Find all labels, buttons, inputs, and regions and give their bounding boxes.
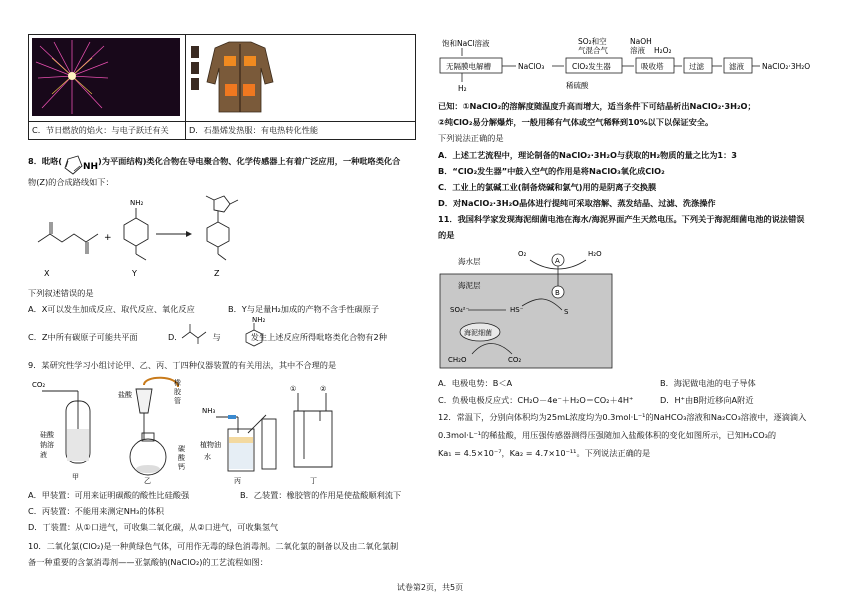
graphene-heating-jacket-image bbox=[189, 38, 309, 116]
q9-option-b: B．乙装置：橡胶管的作用是使盐酸顺利流下 bbox=[240, 490, 402, 500]
q9-apparatus bbox=[28, 375, 358, 485]
q9-option-d: D．丁装置：从①口进气，可收集二氧化碳，从②口进气，可收集氢气 bbox=[28, 522, 279, 532]
q8-stem-line1: 8．吡咯( NH )为平面结构)类化合物在导电聚合物、化学传感器上有着广泛应用，一种吡咯类化合 bbox=[28, 156, 400, 166]
svg-text:液: 液 bbox=[40, 451, 47, 459]
svg-text:H₂O: H₂O bbox=[588, 250, 602, 258]
q8-option-d: D． 与 发生上述反应所得吡咯类化合物有2种 bbox=[168, 332, 387, 342]
q10-known-1: 已知：①NaClO₂的溶解度随温度升高而增大，适当条件下可结晶析出NaClO₂·3H₂O； bbox=[438, 101, 756, 111]
svg-text:B: B bbox=[555, 289, 560, 297]
fireworks-image bbox=[32, 38, 180, 116]
q9-stem: 9．某研究性学习小组讨论甲、乙、丙、丁四种仪器装置的有关用法，其中不合理的是 bbox=[28, 360, 337, 370]
q10-process-flow bbox=[438, 36, 838, 98]
svg-text:CO₂: CO₂ bbox=[32, 381, 46, 389]
q11-option-a: A．电极电势：B＜A bbox=[438, 378, 513, 388]
svg-text:气混合气: 气混合气 bbox=[578, 46, 608, 55]
svg-text:碳: 碳 bbox=[178, 445, 185, 453]
svg-text:A: A bbox=[555, 257, 560, 265]
q11-battery-diagram bbox=[438, 244, 616, 370]
svg-text:盐酸: 盐酸 bbox=[118, 391, 132, 399]
svg-text:丁: 丁 bbox=[310, 477, 317, 485]
svg-text:海水层: 海水层 bbox=[458, 257, 481, 266]
label-y: Y bbox=[132, 269, 137, 278]
svg-text:溶液: 溶液 bbox=[630, 46, 645, 55]
svg-text:NH₂: NH₂ bbox=[252, 316, 266, 324]
svg-text:NH: NH bbox=[83, 162, 99, 172]
svg-text:植物油: 植物油 bbox=[200, 441, 221, 449]
q10-option-a: A．上述工艺流程中，理论制备的NaClO₂·3H₂O与获取的H₂物质的量之比为1：3 bbox=[438, 150, 737, 160]
svg-text:SO₂和空: SO₂和空 bbox=[578, 37, 607, 46]
svg-text:吸收塔: 吸收塔 bbox=[641, 62, 664, 71]
svg-text:酸: 酸 bbox=[178, 454, 185, 462]
svg-text:硅酸: 硅酸 bbox=[40, 431, 54, 439]
q9-option-c: C．丙装置：不能用来测定NH₃的体积 bbox=[28, 506, 164, 516]
svg-text:水: 水 bbox=[204, 453, 211, 461]
svg-text:甲: 甲 bbox=[72, 473, 79, 481]
q10-stem-line2: 备一种重要的含氯消毒剂——亚氯酸钠(NaClO₂)的工艺流程如图： bbox=[28, 557, 268, 567]
pyrrole-structure bbox=[62, 155, 102, 179]
q8-stem-line2: 物(Z)的合成路线如下： bbox=[28, 177, 114, 187]
svg-text:ClO₂发生器: ClO₂发生器 bbox=[572, 62, 611, 71]
q12-line3: Ka₁ = 4.5×10⁻⁷，Ka₂ = 4.7×10⁻¹¹。下列说法正确的是 bbox=[438, 448, 651, 458]
q11-stem-line1: 11．我国科学家发现海泥细菌电池在海水/海泥界面产生天然电压。下列关于海泥细菌电池的说法错误 bbox=[438, 214, 805, 224]
svg-text:过滤: 过滤 bbox=[689, 62, 704, 71]
page-footer: 试卷第2页，共5页 bbox=[396, 583, 464, 592]
q8-option-c: C．Z中所有碳原子可能共平面 bbox=[28, 332, 138, 342]
svg-text:NaClO₂·3H₂O: NaClO₂·3H₂O bbox=[762, 62, 811, 71]
svg-text:钙: 钙 bbox=[178, 463, 185, 471]
plus-sign: + bbox=[104, 233, 112, 243]
svg-text:H₂O₂: H₂O₂ bbox=[654, 46, 672, 55]
q10-known-2: ②纯ClO₂易分解爆炸，一般用稀有气体或空气稀释到10%以下以保证安全。 bbox=[438, 117, 714, 127]
svg-text:NaOH: NaOH bbox=[630, 37, 652, 46]
svg-text:NaClO₃: NaClO₃ bbox=[518, 62, 545, 71]
svg-text:O₂: O₂ bbox=[518, 250, 527, 258]
q11-option-d: D．H⁺由B附近移向A附近 bbox=[660, 395, 754, 405]
q9-option-a: A．甲装置：可用来证明碳酸的酸性比硅酸强 bbox=[28, 490, 190, 500]
q12-line1: 12．常温下，分别向体积均为25mL浓度均为0.3mol·L⁻¹的NaHCO₃溶液和Na₂CO₃溶液中，逐滴滴入 bbox=[438, 412, 807, 422]
q10-question: 下列说法正确的是 bbox=[438, 133, 504, 143]
svg-text:HS⁻: HS⁻ bbox=[510, 306, 524, 314]
svg-text:无隔膜电解槽: 无隔膜电解槽 bbox=[446, 62, 491, 71]
q8-option-a: A．X可以发生加成反应、取代反应、氧化反应 bbox=[28, 304, 195, 314]
label-x: X bbox=[44, 269, 50, 278]
svg-text:稀硫酸: 稀硫酸 bbox=[566, 81, 589, 90]
q10-option-c: C．工业上的氯碱工业(制备烧碱和氯气)用的是阴离子交换膜 bbox=[438, 182, 657, 192]
label-z: Z bbox=[214, 269, 220, 278]
svg-text:海泥细菌: 海泥细菌 bbox=[464, 329, 492, 337]
q10-option-b: B．“ClO₂发生器”中鼓入空气的作用是将NaClO₃氧化成ClO₂ bbox=[438, 166, 665, 176]
option-d: D．石墨烯发热服：有电热转化性能 bbox=[186, 122, 416, 139]
q8-option-d-structures bbox=[178, 316, 288, 346]
svg-text:海泥层: 海泥层 bbox=[458, 281, 481, 290]
options-table bbox=[28, 34, 416, 140]
q8-option-b: B．Y与足量H₂加成的产物不含手性碳原子 bbox=[228, 304, 380, 314]
q8-question: 下列叙述错误的是 bbox=[28, 288, 94, 298]
q11-stem-line2: 的是 bbox=[438, 230, 455, 240]
q10-option-d: D．对NaClO₂·3H₂O晶体进行提纯可采取溶解、蒸发结晶、过滤、洗涤操作 bbox=[438, 198, 716, 208]
svg-text:橡: 橡 bbox=[174, 379, 181, 387]
svg-text:钠溶: 钠溶 bbox=[40, 441, 54, 449]
svg-text:SO₄²⁻: SO₄²⁻ bbox=[450, 306, 470, 314]
svg-text:CO₂: CO₂ bbox=[508, 356, 522, 364]
svg-text:①: ① bbox=[290, 385, 297, 393]
svg-text:CH₂O: CH₂O bbox=[448, 356, 467, 364]
q11-option-c: C．负极电极反应式：CH₂O－4e⁻＋H₂O＝CO₂＋4H⁺ bbox=[438, 395, 634, 405]
svg-text:②: ② bbox=[320, 385, 327, 393]
svg-text:NH₃: NH₃ bbox=[202, 407, 216, 415]
svg-text:H₂: H₂ bbox=[458, 84, 467, 93]
q12-line2: 0.3mol·L⁻¹的稀盐酸，用压强传感器测得压强随加入盐酸体积的变化如图所示，已知H₂CO₃的 bbox=[438, 430, 777, 440]
svg-text:滤液: 滤液 bbox=[729, 62, 744, 71]
option-c: C．节日燃放的焰火：与电子跃迁有关 bbox=[29, 122, 186, 139]
svg-text:S: S bbox=[564, 308, 569, 316]
svg-text:胶: 胶 bbox=[174, 388, 181, 396]
q11-option-b: B．海泥做电池的电子导体 bbox=[660, 378, 756, 388]
q10-stem-line1: 10．二氧化氯(ClO₂)是一种黄绿色气体，可用作无毒的绿色消毒剂。二氧化氯的制备以及由二氧化氯制 bbox=[28, 541, 399, 551]
q8-synthesis-route bbox=[28, 192, 258, 282]
svg-text:丙: 丙 bbox=[234, 477, 241, 485]
svg-text:饱和NaCl溶液: 饱和NaCl溶液 bbox=[442, 39, 490, 48]
svg-text:乙: 乙 bbox=[144, 477, 151, 485]
svg-text:管: 管 bbox=[174, 397, 181, 405]
svg-text:NH₂: NH₂ bbox=[130, 199, 144, 207]
